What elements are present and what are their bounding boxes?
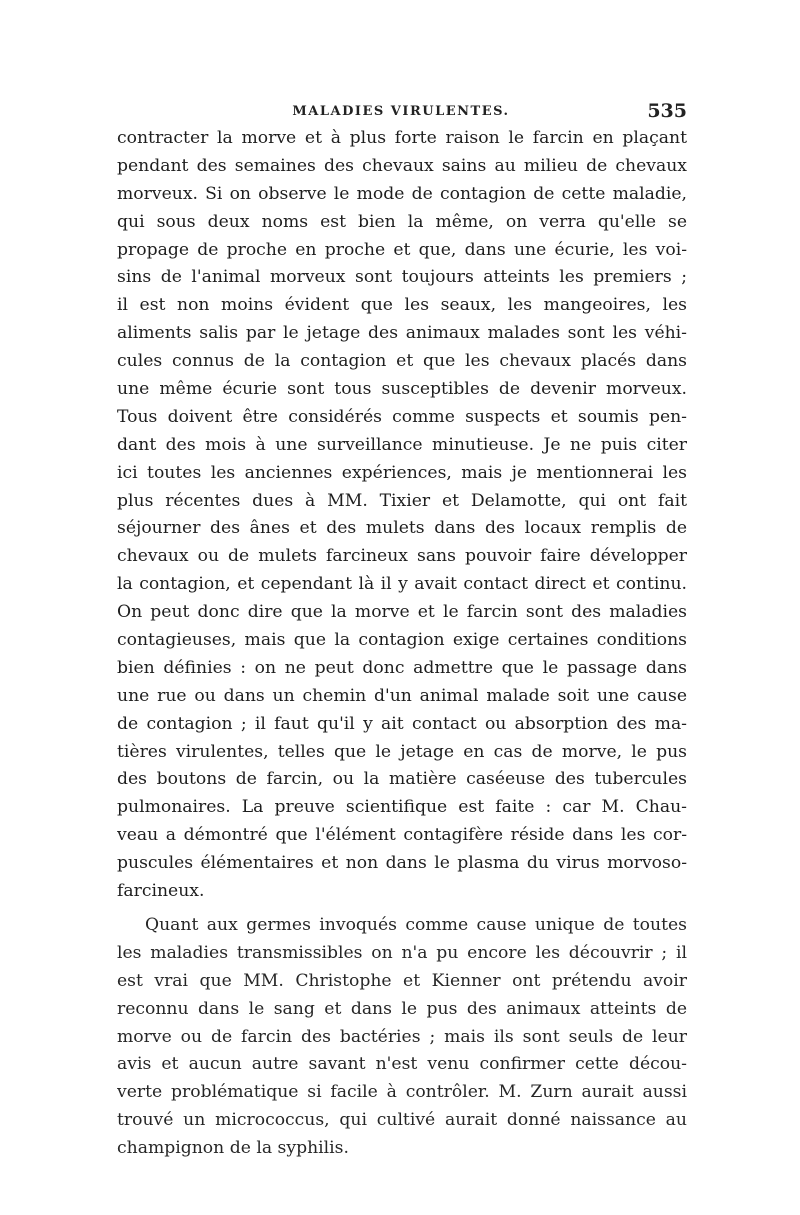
text-line: morve ou de farcin des bactéries ; mais ils sont seuls de leur [117,1026,687,1047]
text-line: plus récentes dues à MM. Tixier et Delamotte, qui ont fait [117,490,687,511]
text-line: séjourner des ânes et des mulets dans des locaux remplis de [117,518,687,539]
running-head-title: MALADIES VIRULENTES. [292,104,510,119]
text-line: Quant aux germes invoqués comme cause unique de toutes [145,914,687,935]
body-text [117,125,687,1163]
text-line: pendant des semaines des chevaux sains au milieu de chevaux [117,155,687,176]
text-line: reconnu dans le sang et dans le pus des animaux atteints de [117,998,687,1019]
text-line: verte problématique si facile à contrôler. M. Zurn aurait aussi [117,1082,687,1103]
text-line: ici toutes les anciennes expériences, mais je mentionnerai les [117,462,687,483]
text-line: de contagion ; il faut qu'il y ait contact ou absorption des ma- [117,713,687,734]
text-line: chevaux ou de mulets farcineux sans pouvoir faire développer [117,546,687,567]
text-line: des boutons de farcin, ou la matière caséeuse des tubercules [117,769,687,790]
text-line: propage de proche en proche et que, dans une écurie, les voi- [117,239,687,260]
text-line: une rue ou dans un chemin d'un animal malade soit une cause [117,685,687,706]
text-line: cules connus de la contagion et que les chevaux placés dans [117,351,687,372]
text-line: morveux. Si on observe le mode de contagion de cette maladie, [117,183,687,204]
text-line: aliments salis par le jetage des animaux malades sont les véhi- [117,323,687,344]
text-line: la contagion, et cependant là il y avait contact direct et continu. [117,574,687,595]
page-number: 535 [647,100,687,122]
text-line: sins de l'animal morveux sont toujours atteints les premiers ; [117,267,687,288]
text-line: avis et aucun autre savant n'est venu confirmer cette décou- [117,1054,687,1075]
text-line: une même écurie sont tous susceptibles de devenir morveux. [117,379,687,400]
text-line: Tous doivent être considérés comme suspects et soumis pen- [117,406,687,427]
text-line: champignon de la syphilis. [117,1138,349,1159]
text-line: puscules élémentaires et non dans le plasma du virus morvoso- [117,853,687,874]
text-line: On peut donc dire que la morve et le farcin sont des maladies [117,602,687,623]
text-line: dant des mois à une surveillance minutieuse. Je ne puis citer [117,434,687,455]
text-line: contagieuses, mais que la contagion exige certaines conditions [117,630,687,651]
paragraph-contagion-morve [117,125,687,906]
text-line: les maladies transmissibles on n'a pu encore les découvrir ; il [117,942,687,963]
text-line: bien définies : on ne peut donc admettre que le passage dans [117,657,687,678]
text-line: est vrai que MM. Christophe et Kienner ont prétendu avoir [117,970,687,991]
running-head [115,100,687,128]
paragraph-germes [117,912,687,1163]
text-line: tières virulentes, telles que le jetage en cas de morve, le pus [117,741,687,762]
text-line: il est non moins évident que les seaux, les mangeoires, les [117,295,687,316]
text-line: contracter la morve et à plus forte raison le farcin en plaçant [117,128,687,148]
text-line: qui sous deux noms est bien la même, on verra qu'elle se [117,211,687,232]
text-line: farcineux. [117,881,205,902]
text-line: veau a démontré que l'élément contagifère réside dans les cor- [117,825,687,846]
text-line: pulmonaires. La preuve scientifique est faite : car M. Chau- [117,797,687,818]
text-line: trouvé un micrococcus, qui cultivé aurait donné naissance au [117,1110,687,1131]
